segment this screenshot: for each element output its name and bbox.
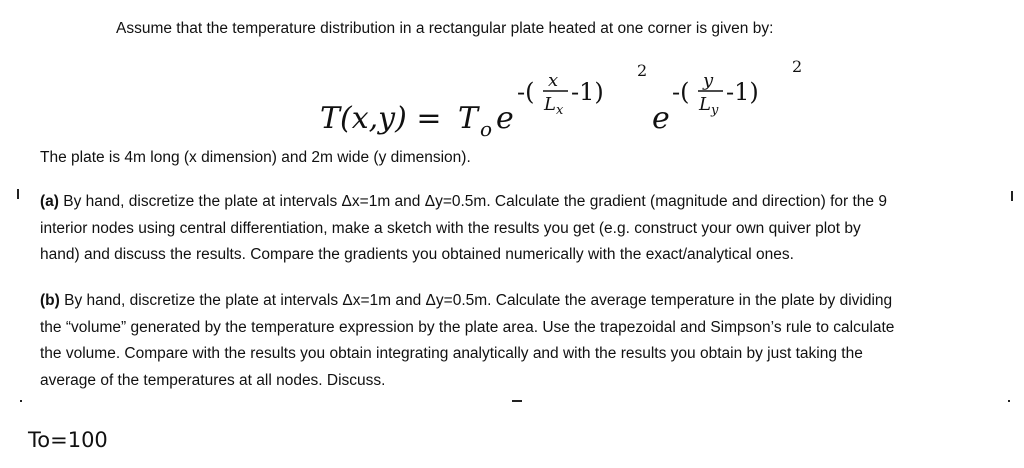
eq-exp1-open: -(: [517, 78, 535, 106]
intro-text: Assume that the temperature distribution in a rectangular plate heated at one corner is given by:: [116, 20, 774, 37]
part-b-line-1-text: By hand, discretize the plate at intervals Δx=1m and Δy=0.5m. Calculate the average temperature in the plate by dividing: [59, 292, 893, 309]
eq-exp1-den: L: [544, 94, 556, 115]
temperature-equation: [320, 56, 820, 146]
part-b-paragraph: [40, 288, 1015, 394]
part-b-label: (b): [40, 292, 60, 309]
part-a-line-1: [40, 189, 1015, 216]
part-a-line-2: interior nodes using central differentiation, make a sketch with the results you get (e.g. construct your own quiver plot by: [40, 219, 861, 237]
part-b-line-2: the “volume” generated by the temperature expression by the plate area. Use the trapezoidal and Simpson’s rule to calculate: [40, 318, 895, 336]
eq-exp2-open: -(: [672, 78, 690, 106]
eq-exp1-den-sub: x: [556, 103, 564, 118]
to-value-label: To=100: [28, 428, 108, 452]
eq-lhs: T(x,y) =: [320, 101, 442, 136]
margin-mark-left: [17, 189, 19, 199]
eq-exp2-den: L: [699, 94, 711, 115]
margin-dot-left: [20, 400, 22, 402]
part-a-paragraph: [40, 189, 1015, 269]
part-a-line-1-text: By hand, discretize the plate at intervals Δx=1m and Δy=0.5m. Calculate the gradient (magnitude and direction) for the 9: [58, 193, 887, 210]
eq-exp1-power: 2: [637, 61, 648, 80]
eq-exp2-power: 2: [792, 57, 803, 76]
part-b-line-3: the volume. Compare with the results you obtain integrating analytically and with the results you obtain by just taking the: [40, 345, 863, 362]
part-a-line-3: hand) and discuss the results. Compare the gradients you obtained numerically with the exact/analytical ones.: [40, 246, 794, 263]
margin-mark-right: [1011, 191, 1013, 201]
eq-coefficient-sub: o: [480, 117, 493, 141]
part-a-label: (a): [40, 193, 59, 210]
eq-exp2-num: y: [703, 70, 714, 91]
eq-coefficient: T: [458, 101, 479, 136]
margin-dot-right: [1008, 400, 1010, 402]
eq-exp1-rest: -1): [571, 78, 604, 106]
eq-base-1: e: [496, 101, 514, 136]
eq-exp1-num: x: [548, 70, 559, 91]
eq-exp2-rest: -1): [726, 78, 759, 106]
margin-dash-center: [512, 400, 522, 402]
part-b-line-4: average of the temperatures at all nodes. Discuss.: [40, 371, 386, 389]
part-b-line-1: [40, 288, 1015, 315]
equation-svg: [320, 56, 820, 146]
eq-base-2: e: [652, 101, 670, 136]
plate-dimensions-text: The plate is 4m long (x dimension) and 2m wide (y dimension).: [40, 149, 471, 166]
eq-exp2-den-sub: y: [711, 103, 719, 118]
